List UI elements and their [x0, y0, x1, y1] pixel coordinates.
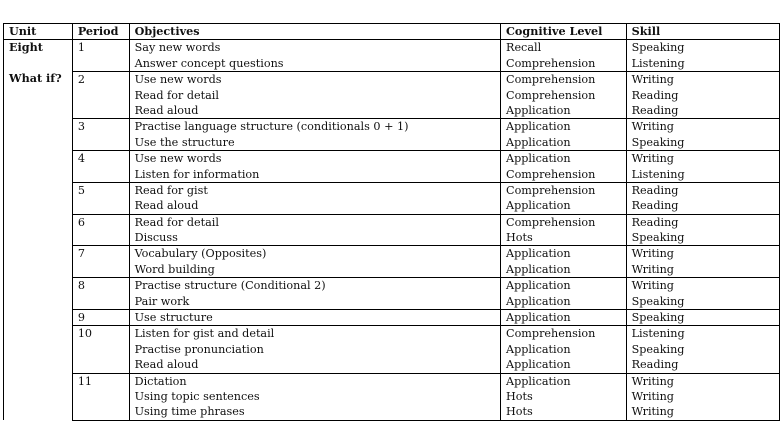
- objective-text: Practise language structure (conditionals 0 + 1): [134, 120, 409, 134]
- cognitive-level-text: Application: [506, 199, 571, 213]
- objective-text: Practise pronunciation: [134, 342, 264, 356]
- cognitive-level-text: Hots: [506, 405, 533, 419]
- cognitive-level-text: Comprehension: [506, 327, 596, 341]
- skill-text: Speaking: [631, 311, 685, 325]
- objective-text: Read for gist: [134, 183, 208, 197]
- cognitive-level-text: Recall: [506, 41, 542, 55]
- cognitive-level-text: Comprehension: [506, 88, 596, 102]
- skill-cell: [626, 182, 779, 214]
- objectives-cell: [129, 246, 500, 278]
- cognitive-level-text: Application: [506, 294, 571, 308]
- header-row: [4, 24, 780, 40]
- period-number: 9: [72, 310, 129, 326]
- skill-cell: [626, 246, 779, 278]
- skill-text: Writing: [631, 279, 674, 293]
- period-number: 8: [72, 278, 129, 310]
- objective-text: Say new words: [134, 41, 221, 55]
- unit-title: What if?: [9, 71, 62, 86]
- objective-text: Listen for information: [134, 167, 260, 181]
- cognitive-level-text: Application: [506, 247, 571, 261]
- cognitive-level-text: Comprehension: [506, 56, 596, 70]
- skill-text: Reading: [631, 103, 679, 117]
- period-row: [4, 214, 780, 246]
- objective-text: Read aloud: [134, 199, 199, 213]
- skill-cell: [626, 278, 779, 310]
- header-period: Period: [72, 24, 129, 40]
- objective-text: Using topic sentences: [134, 390, 260, 404]
- cognitive-level-text: Application: [506, 103, 571, 117]
- period-number: 7: [72, 246, 129, 278]
- objective-text: Read aloud: [134, 103, 199, 117]
- unit-number: Eight: [9, 40, 43, 55]
- objectives-cell: [129, 182, 500, 214]
- period-row: [4, 119, 780, 151]
- cognitive-level-text: Hots: [506, 390, 533, 404]
- skill-text: Speaking: [631, 342, 685, 356]
- skill-cell: [626, 72, 779, 119]
- period-number: 11: [72, 373, 129, 420]
- skill-cell: [626, 151, 779, 183]
- skill-text: Writing: [631, 262, 674, 276]
- cognitive-level-text: Comprehension: [506, 183, 596, 197]
- skill-text: Speaking: [631, 294, 685, 308]
- skill-cell: [626, 40, 779, 72]
- objective-text: Answer concept questions: [134, 56, 284, 70]
- period-row: [4, 182, 780, 214]
- objective-text: Use the structure: [134, 135, 235, 149]
- skill-text: Writing: [631, 152, 674, 166]
- objective-text: Read for detail: [134, 88, 219, 102]
- cognitive-level-cell: [501, 278, 627, 310]
- period-row: [4, 246, 780, 278]
- period-row: [4, 40, 780, 72]
- cognitive-level-cell: [501, 246, 627, 278]
- objectives-cell: [129, 151, 500, 183]
- period-number: 1: [72, 40, 129, 72]
- skill-cell: [626, 119, 779, 151]
- period-number: 6: [72, 214, 129, 246]
- skill-text: Reading: [631, 199, 679, 213]
- cognitive-level-text: Application: [506, 342, 571, 356]
- objectives-cell: [129, 373, 500, 420]
- cognitive-level-cell: [501, 182, 627, 214]
- objective-text: Discuss: [134, 231, 178, 245]
- header-skill: Skill: [626, 24, 779, 40]
- cognitive-level-text: Hots: [506, 231, 533, 245]
- skill-text: Listening: [631, 167, 685, 181]
- objective-text: Using time phrases: [134, 405, 245, 419]
- objectives-cell: [129, 278, 500, 310]
- skill-text: Writing: [631, 405, 674, 419]
- objective-text: Use new words: [134, 152, 222, 166]
- skill-text: Writing: [631, 390, 674, 404]
- cognitive-level-text: Application: [506, 135, 571, 149]
- period-row: [4, 310, 780, 326]
- skill-text: Listening: [631, 327, 685, 341]
- period-number: 10: [72, 326, 129, 373]
- cognitive-level-cell: [501, 373, 627, 420]
- objective-text: Use new words: [134, 73, 222, 87]
- objective-text: Practise structure (Conditional 2): [134, 279, 326, 293]
- skill-text: Reading: [631, 183, 679, 197]
- period-number: 4: [72, 151, 129, 183]
- skill-text: Reading: [631, 88, 679, 102]
- cognitive-level-text: Application: [506, 262, 571, 276]
- unit-cell: [4, 40, 73, 420]
- skill-cell: [626, 214, 779, 246]
- table-body: [4, 40, 780, 420]
- period-row: [4, 151, 780, 183]
- period-number: 2: [72, 72, 129, 119]
- cognitive-level-text: Application: [506, 152, 571, 166]
- objective-text: Read aloud: [134, 358, 199, 372]
- skill-text: Listening: [631, 56, 685, 70]
- skill-cell: [626, 373, 779, 420]
- cognitive-level-text: Comprehension: [506, 215, 596, 229]
- cognitive-level-cell: [501, 310, 627, 326]
- objective-text: Vocabulary (Opposites): [134, 247, 267, 261]
- cognitive-level-cell: [501, 151, 627, 183]
- objective-text: Listen for gist and detail: [134, 327, 275, 341]
- skill-text: Writing: [631, 120, 674, 134]
- cognitive-level-text: Application: [506, 374, 571, 388]
- lesson-plan-table: [3, 23, 780, 421]
- cognitive-level-cell: [501, 40, 627, 72]
- skill-text: Speaking: [631, 231, 685, 245]
- skill-cell: [626, 310, 779, 326]
- objectives-cell: [129, 119, 500, 151]
- skill-text: Writing: [631, 247, 674, 261]
- objectives-cell: [129, 326, 500, 373]
- skill-cell: [626, 326, 779, 373]
- skill-text: Speaking: [631, 135, 685, 149]
- period-row: [4, 278, 780, 310]
- objective-text: Pair work: [134, 294, 190, 308]
- period-row: [4, 326, 780, 373]
- header-unit: Unit: [4, 24, 73, 40]
- skill-text: Writing: [631, 73, 674, 87]
- period-row: [4, 373, 780, 420]
- cognitive-level-cell: [501, 214, 627, 246]
- period-number: 5: [72, 182, 129, 214]
- cognitive-level-text: Application: [506, 358, 571, 372]
- cognitive-level-text: Comprehension: [506, 73, 596, 87]
- skill-text: Reading: [631, 215, 679, 229]
- objectives-cell: [129, 40, 500, 72]
- objective-text: Use structure: [134, 311, 213, 325]
- cognitive-level-cell: [501, 326, 627, 373]
- cognitive-level-text: Application: [506, 279, 571, 293]
- objectives-cell: [129, 214, 500, 246]
- header-objectives: Objectives: [129, 24, 500, 40]
- skill-text: Writing: [631, 374, 674, 388]
- objectives-cell: [129, 310, 500, 326]
- objective-text: Word building: [134, 262, 215, 276]
- objective-text: Read for detail: [134, 215, 219, 229]
- cognitive-level-text: Application: [506, 311, 571, 325]
- header-cognitive-level: Cognitive Level: [501, 24, 627, 40]
- cognitive-level-text: Application: [506, 120, 571, 134]
- skill-text: Speaking: [631, 41, 685, 55]
- cognitive-level-cell: [501, 72, 627, 119]
- cognitive-level-cell: [501, 119, 627, 151]
- objective-text: Dictation: [134, 374, 187, 388]
- skill-text: Reading: [631, 358, 679, 372]
- period-row: [4, 72, 780, 119]
- period-number: 3: [72, 119, 129, 151]
- objectives-cell: [129, 72, 500, 119]
- cognitive-level-text: Comprehension: [506, 167, 596, 181]
